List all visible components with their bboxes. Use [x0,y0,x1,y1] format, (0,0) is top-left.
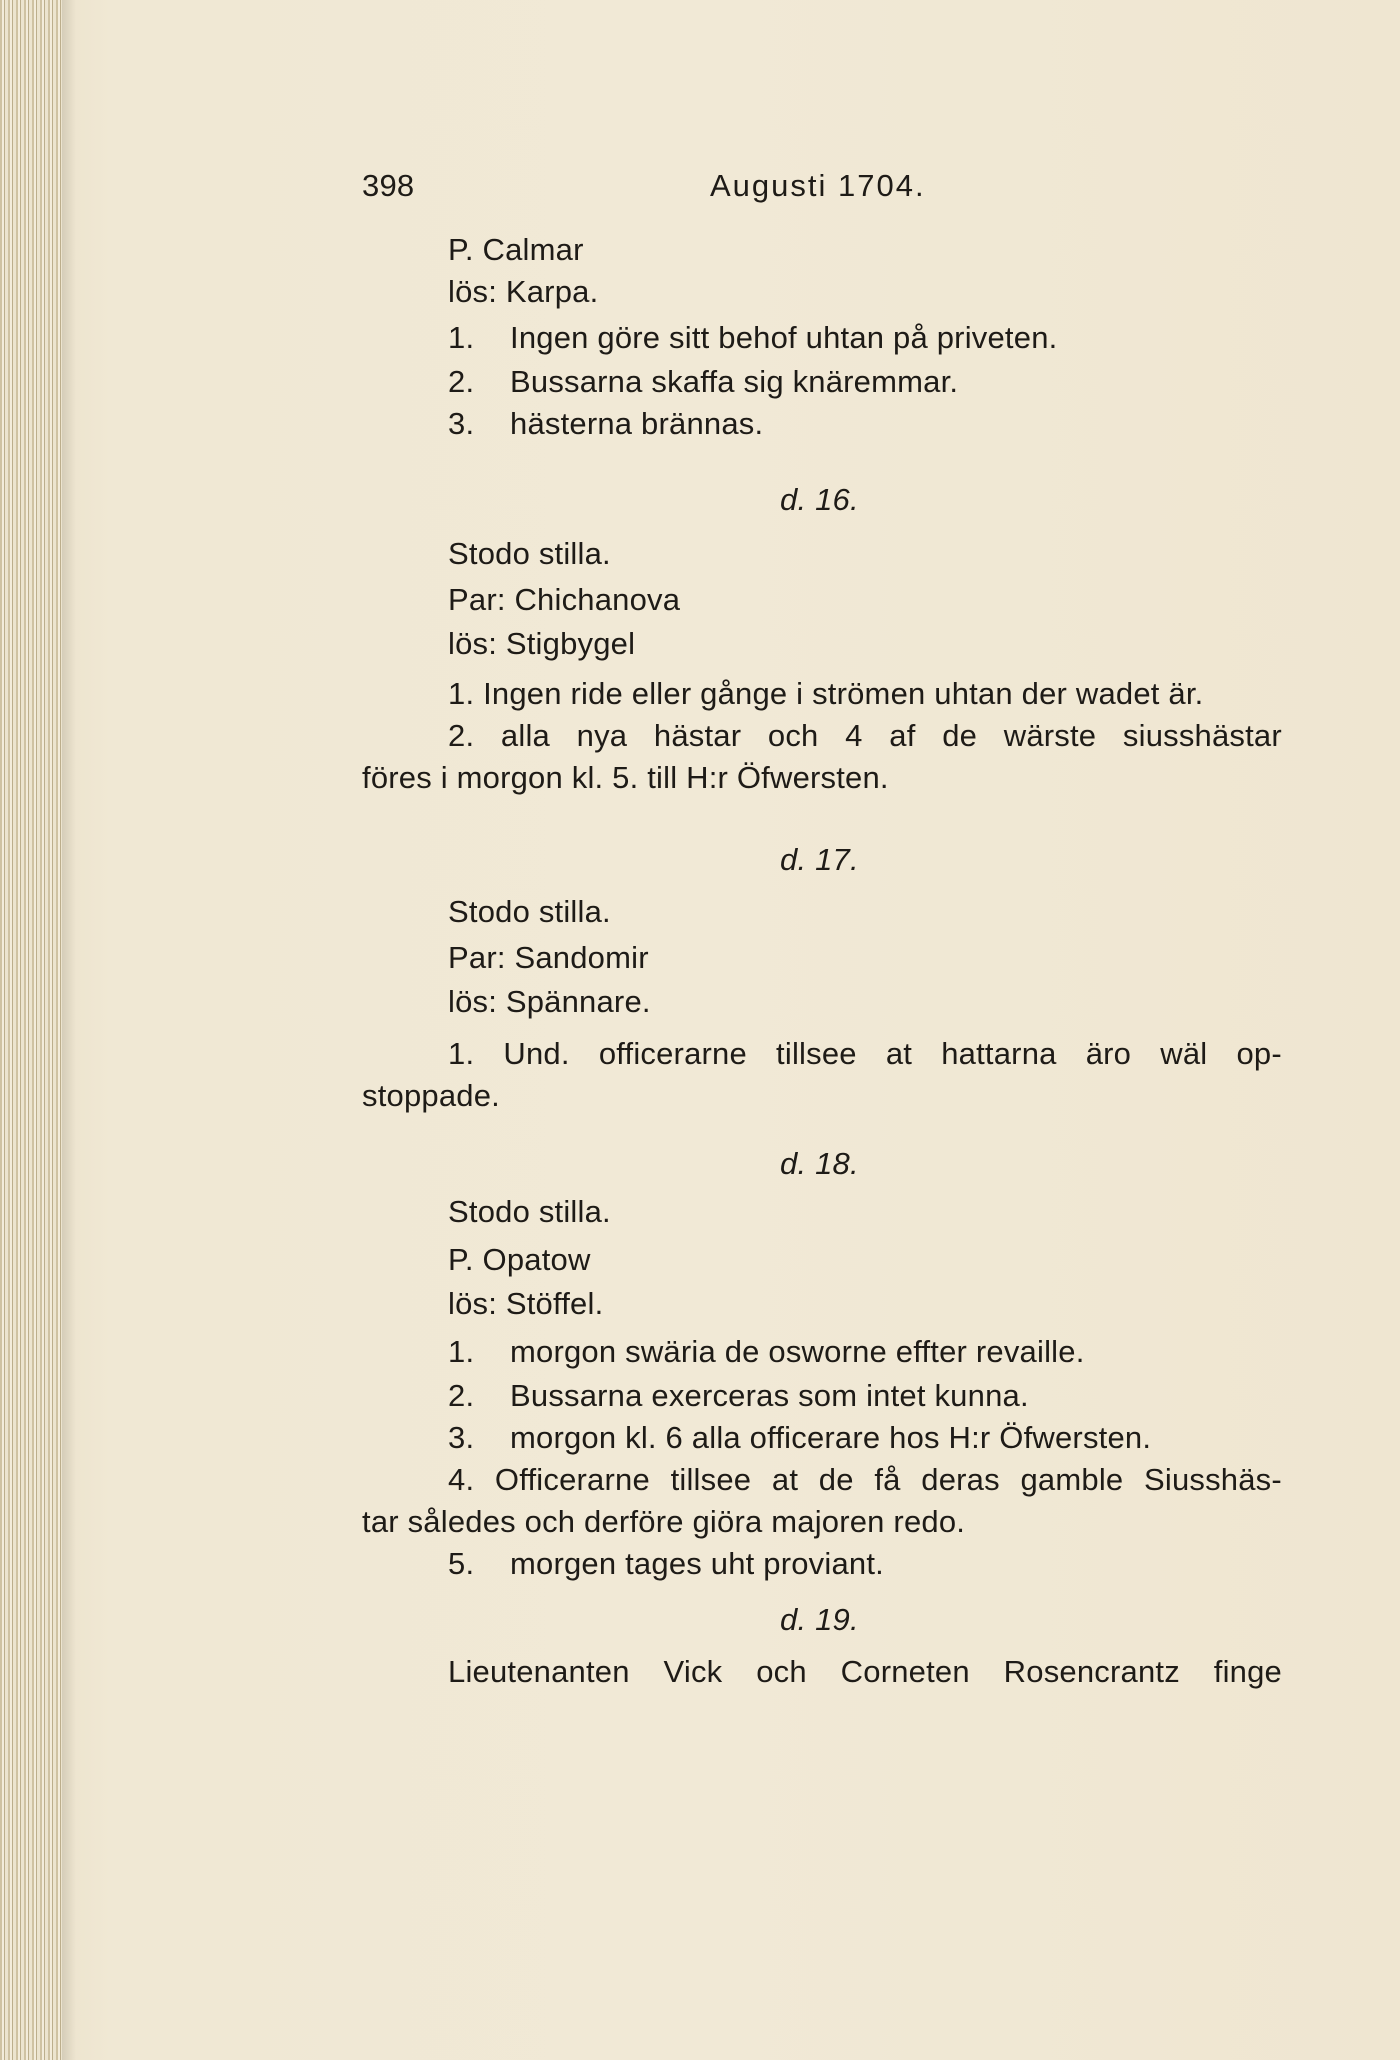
order-text: morgon swäria de osworne effter revaille. [510,1334,1085,1369]
word: och [767,718,819,753]
word: alla [500,718,550,753]
entry-date: d. 16. [780,482,859,517]
order-line [448,318,1057,358]
word: wäl [1160,1036,1208,1071]
parole: Par: Sandomir [448,940,649,975]
order-number: 2. [448,1378,475,1413]
order-text: morgen tages uht proviant. [510,1546,884,1581]
parole: P. Opatow [448,1242,591,1277]
word: nya [576,718,628,753]
order-line [448,1418,1151,1458]
word: siusshästar [1122,718,1282,753]
word: at [771,1462,799,1497]
word: 2. [448,718,475,753]
word: deras [921,1462,1000,1497]
word: af [889,718,916,753]
word: 1. [448,1036,475,1071]
word: 4. [448,1462,475,1497]
running-title: Augusti 1704. [710,168,926,203]
order-number: 2. [448,364,475,399]
order-text: hästerna brännas. [510,406,764,441]
status-line: Stodo stilla. [448,1194,611,1229]
entry-date: d. 17. [780,842,859,877]
order-number: 1. [448,320,475,355]
order-number: 3. [448,406,475,441]
order-line-justified [448,716,1282,756]
word: de [818,1462,854,1497]
word: gamble [1020,1462,1124,1497]
order-number: 5. [448,1546,475,1581]
status-line: Stodo stilla. [448,894,611,929]
losen: lös: Spännare. [448,984,651,1019]
word: officerarne [598,1036,747,1071]
word: at [885,1036,913,1071]
order-line [448,1544,884,1584]
entry-date: d. 18. [780,1146,859,1181]
word: op- [1236,1036,1282,1071]
word: äro [1085,1036,1132,1071]
word: de [942,718,978,753]
word: hattarna [941,1036,1057,1071]
word: och [756,1654,807,1689]
word: Corneten [840,1654,970,1689]
word: tillsee [776,1036,857,1071]
word: wärste [1003,718,1097,753]
order-text: morgon kl. 6 alla officerare hos H:r Öfwersten. [510,1420,1152,1455]
word: 4 [845,718,863,753]
losen: lös: Stigbygel [448,626,636,661]
order-number: 3. [448,1420,475,1455]
word: Und. [503,1036,570,1071]
word: Siusshäs- [1144,1462,1282,1497]
order-line [448,362,958,402]
parole: P. Calmar [448,232,584,267]
order-line [448,404,763,444]
entry-date: d. 19. [780,1602,859,1637]
book-gutter [0,0,62,2060]
word: finge [1213,1654,1282,1689]
order-line-justified [448,1034,1282,1074]
word: hästar [653,718,742,753]
word: få [874,1462,901,1497]
order-continuation: föres i morgon kl. 5. till H:r Öfwersten. [362,760,889,795]
status-line: Stodo stilla. [448,536,611,571]
page-number: 398 [362,168,415,203]
order-line-justified [448,1460,1282,1500]
word: Vick [663,1654,723,1689]
order-continuation: tar således och derföre giöra majoren redo. [362,1504,966,1539]
parole: Par: Chichanova [448,582,681,617]
order-line: 1. Ingen ride eller gånge i strömen uhtan der wadet är. [448,676,1204,711]
losen: lös: Karpa. [448,274,599,309]
text-line-justified [448,1652,1282,1692]
order-line [448,1376,1029,1416]
order-line [448,1332,1085,1372]
word: Lieutenanten [448,1654,630,1689]
order-number: 1. [448,1334,475,1369]
word: Officerarne [494,1462,650,1497]
order-continuation: stoppade. [362,1078,500,1113]
losen: lös: Stöffel. [448,1286,604,1321]
order-text: Bussarna exerceras som intet kunna. [510,1378,1029,1413]
order-text: Bussarna skaffa sig knäremmar. [510,364,959,399]
word: Rosencrantz [1003,1654,1180,1689]
word: tillsee [670,1462,752,1497]
order-text: Ingen göre sitt behof uhtan på priveten. [510,320,1058,355]
